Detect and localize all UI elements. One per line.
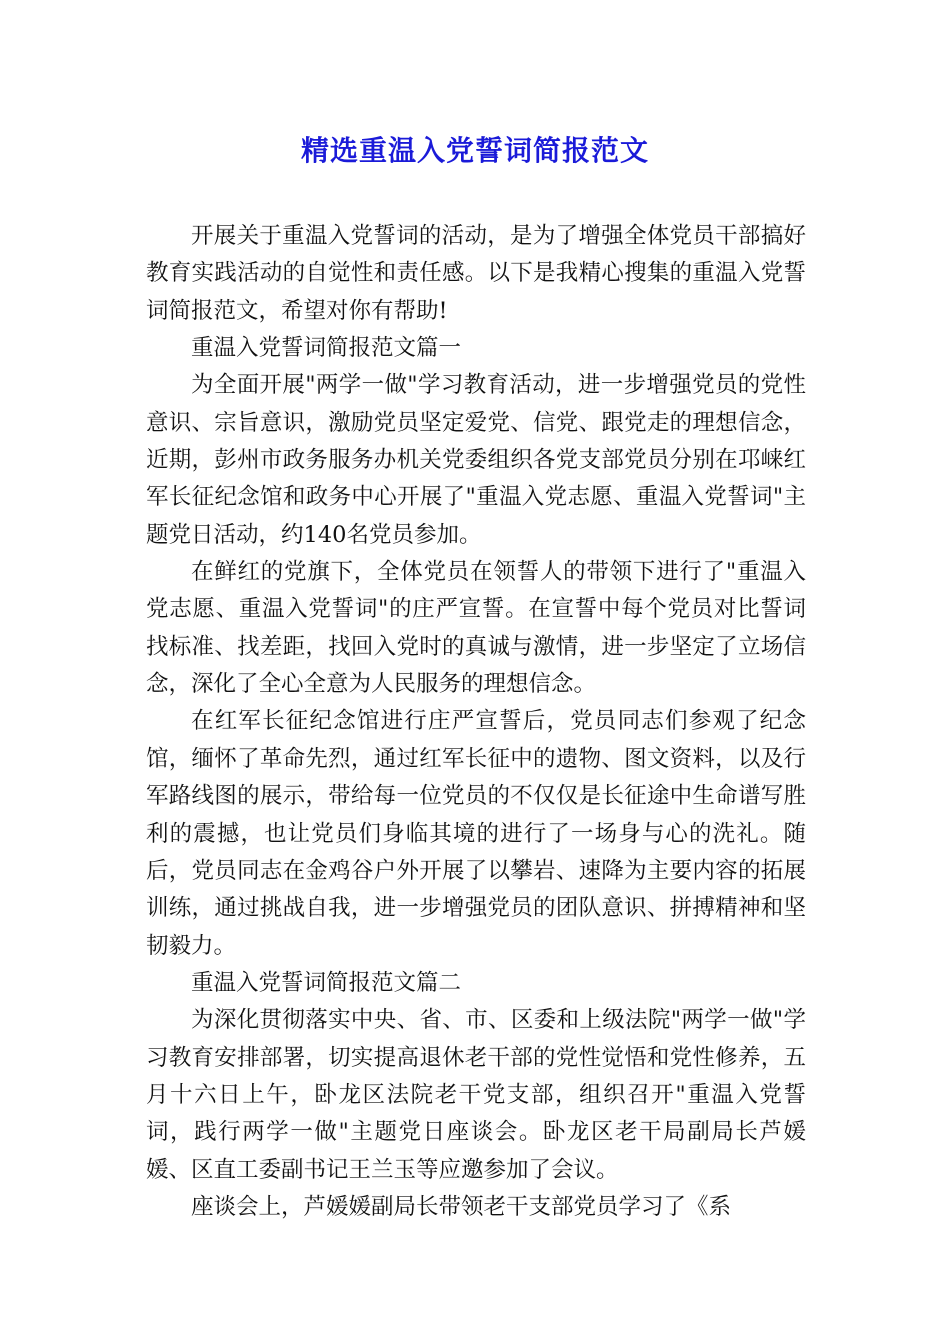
section-2-paragraph-2: 座谈会上，芦媛媛副局长带领老干支部党员学习了《系 [191,1193,732,1220]
section-2-paragraph-1: 为深化贯彻落实中央、省、市、区委和上级法院"两学一做"学习教育安排部署，切实提高退休老干部的党性觉悟和党性修养，五月十六日上午，卧龙区法院老干党支部，组织召开"重温入党誓词，践行两学一做"主题党日座谈会。卧龙区老干局副局长芦媛媛、区直工委副书记王兰玉等应邀参加了会议。 [146,1007,806,1183]
section-1-paragraph-1: 为全面开展"两学一做"学习教育活动，进一步增强党员的党性意识、宗旨意识，激励党员坚定爱党、信党、跟党走的理想信念，近期，彭州市政务服务办机关党委组织各党支部党员分别在邛崃红军长征纪念馆和政务中心开展了"重温入党志愿、重温入党誓词"主题党日活动，约140名党员参加。 [146,372,806,548]
intro-paragraph: 开展关于重温入党誓词的活动，是为了增强全体党员干部搞好教育实践活动的自觉性和责任感。以下是我精心搜集的重温入党誓词简报范文，希望对你有帮助! [146,223,806,324]
document-title: 精选重温入党誓词简报范文 [300,134,649,167]
section-1-paragraph-3: 在红军长征纪念馆进行庄严宣誓后，党员同志们参观了纪念馆，缅怀了革命先烈，通过红军长征中的遗物、图文资料，以及行军路线图的展示，带给每一位党员的不仅仅是长征途中生命谱写胜利的震撼，也让党员们身临其境的进行了一场身与心的洗礼。随后，党员同志在金鸡谷户外开展了以攀岩、速降为主要内容的拓展训练，通过挑战自我，进一步增强党员的团队意识、拼搏精神和坚韧毅力。 [146,708,806,959]
section-1-paragraph-2: 在鲜红的党旗下，全体党员在领誓人的带领下进行了"重温入党志愿、重温入党誓词"的庄严宣誓。在宣誓中每个党员对比誓词找标准、找差距，找回入党时的真诚与激情，进一步坚定了立场信念，深化了全心全意为人民服务的理想信念。 [146,559,806,698]
document-body [146,218,806,1226]
section-heading-1: 重温入党誓词简报范文篇一 [191,335,462,362]
section-heading-2: 重温入党誓词简报范文篇二 [191,969,462,996]
